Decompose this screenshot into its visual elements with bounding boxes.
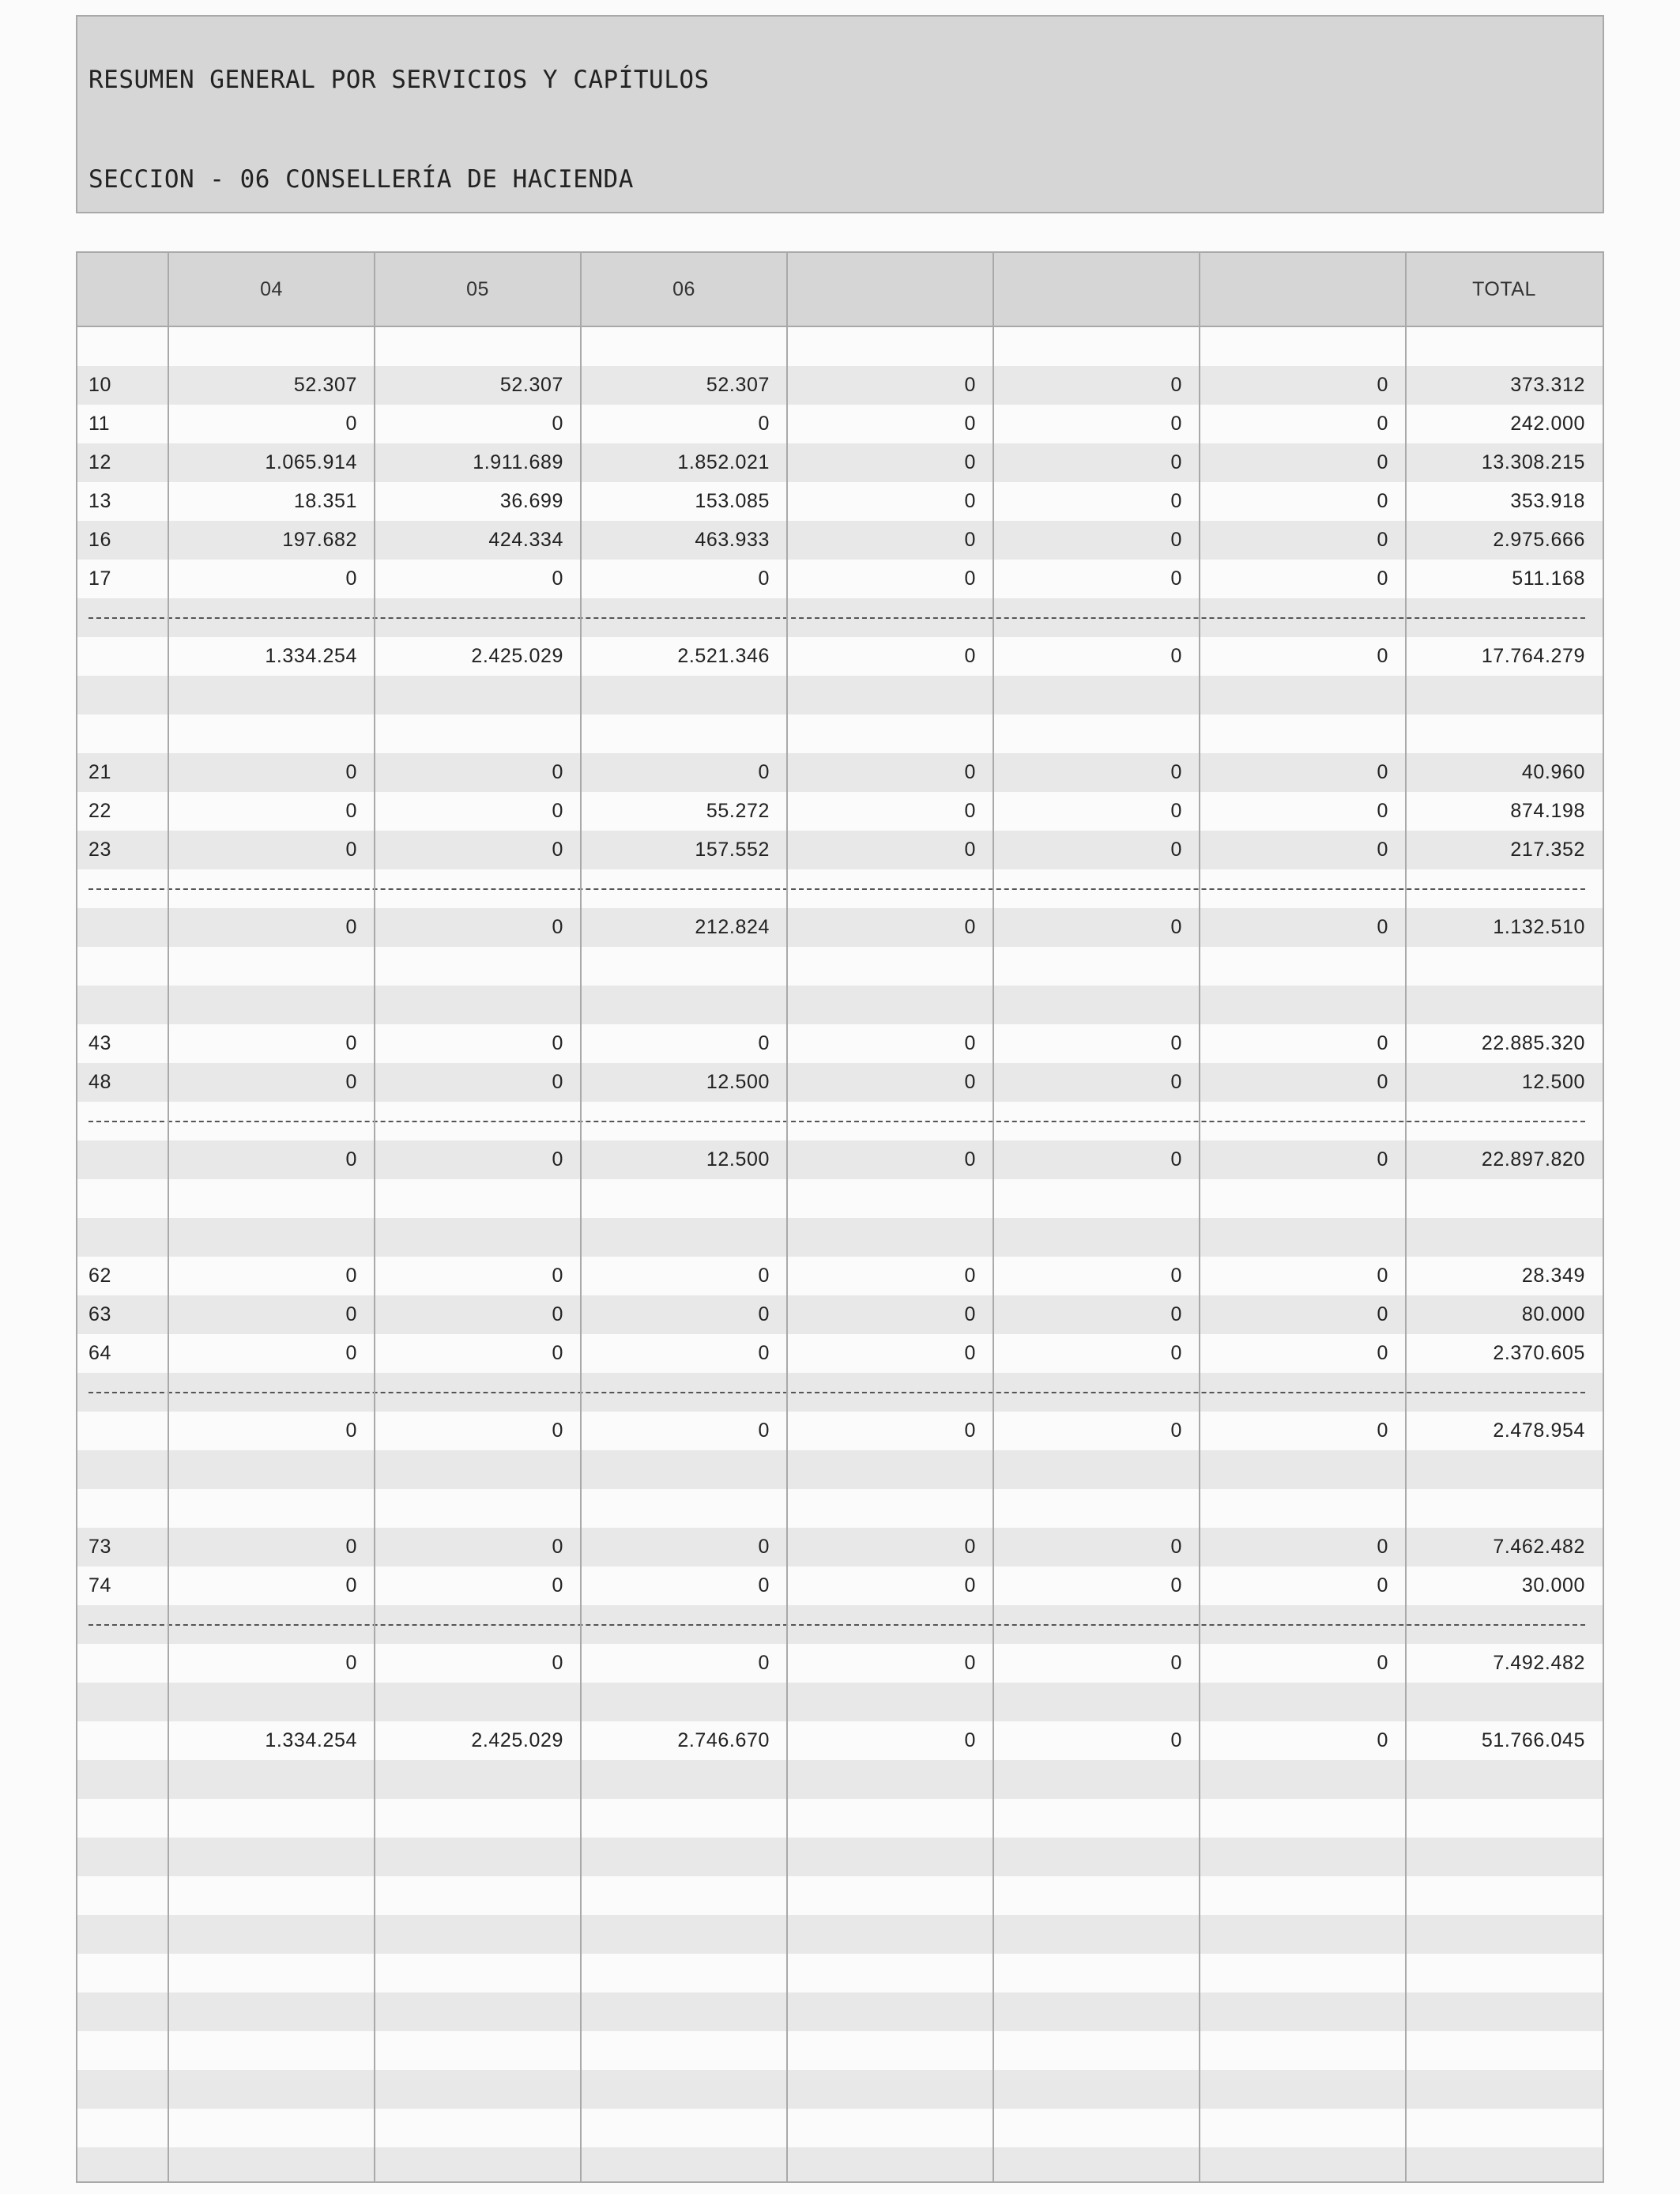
header-col-05: 05 <box>466 278 489 300</box>
cell-col-7: 0 <box>1377 1148 1388 1171</box>
cell-col-5: 0 <box>964 567 976 590</box>
cell-col-7: 0 <box>1377 761 1388 783</box>
blank-row <box>77 1915 1603 1954</box>
cell-col-5: 0 <box>964 761 976 783</box>
header-code <box>77 253 168 326</box>
cell-col-5: 0 <box>964 529 976 551</box>
separator-row <box>77 1373 1603 1412</box>
row-code: 48 <box>89 1071 112 1093</box>
cell-04: 0 <box>345 567 357 590</box>
subtotal-row <box>77 1412 1603 1450</box>
cell-05: 0 <box>552 916 563 938</box>
dashed-separator <box>89 1624 1585 1626</box>
cell-05: 52.307 <box>499 374 563 396</box>
subtotal-row <box>77 637 1603 676</box>
blank-row <box>77 2147 1603 2183</box>
row-code: 12 <box>89 451 112 473</box>
blank-row <box>77 1876 1603 1915</box>
cell-col-6: 0 <box>1170 1303 1182 1325</box>
cell-col-6: 0 <box>1170 916 1182 938</box>
cell-col-6: 0 <box>1170 413 1182 435</box>
cell-col-5: 0 <box>964 1574 976 1596</box>
cell-04: 0 <box>345 1148 357 1171</box>
cell-col-6: 0 <box>1170 800 1182 822</box>
cell-col-5: 0 <box>964 839 976 861</box>
blank-row <box>77 1760 1603 1799</box>
cell-col-7: 0 <box>1377 839 1388 861</box>
cell-col-5: 0 <box>964 1071 976 1093</box>
row-code: 11 <box>89 413 111 435</box>
report-header <box>76 15 1604 213</box>
cell-col-7: 0 <box>1377 916 1388 938</box>
blank-row <box>77 2109 1603 2147</box>
cell-total: 353.918 <box>1510 490 1585 512</box>
cell-col-5: 0 <box>964 916 976 938</box>
blank-row <box>77 947 1603 986</box>
cell-04: 0 <box>345 839 357 861</box>
cell-col-5: 0 <box>964 1148 976 1171</box>
cell-06: 1.852.021 <box>677 451 770 473</box>
cell-04: 0 <box>345 1303 357 1325</box>
cell-06: 463.933 <box>695 529 770 551</box>
blank-row <box>77 1954 1603 1992</box>
table-body <box>77 327 1603 2181</box>
subtotal-row <box>77 1644 1603 1683</box>
table-row <box>77 405 1603 443</box>
subtotal-row <box>77 1140 1603 1179</box>
cell-06: 0 <box>758 1032 770 1054</box>
cell-col-6: 0 <box>1170 374 1182 396</box>
blank-row <box>77 1838 1603 1876</box>
cell-04: 0 <box>345 1574 357 1596</box>
cell-col-6: 0 <box>1170 567 1182 590</box>
row-code: 10 <box>89 374 112 396</box>
cell-col-5: 0 <box>964 1342 976 1364</box>
cell-col-6: 0 <box>1170 839 1182 861</box>
row-code: 21 <box>89 761 112 783</box>
cell-06: 153.085 <box>695 490 770 512</box>
cell-06: 12.500 <box>706 1071 770 1093</box>
table-row <box>77 521 1603 560</box>
cell-col-7: 0 <box>1377 490 1388 512</box>
cell-05: 0 <box>552 1652 563 1674</box>
dashed-separator <box>89 1121 1585 1122</box>
cell-04: 0 <box>345 916 357 938</box>
cell-total: 51.766.045 <box>1481 1729 1585 1751</box>
cell-06: 157.552 <box>695 839 770 861</box>
header-col-empty-1 <box>787 253 993 326</box>
table-row <box>77 1295 1603 1334</box>
table-row <box>77 443 1603 482</box>
row-code: 74 <box>89 1574 112 1596</box>
column-divider <box>1199 253 1200 2181</box>
cell-05: 424.334 <box>488 529 563 551</box>
cell-05: 1.911.689 <box>473 451 563 473</box>
cell-total: 80.000 <box>1521 1303 1585 1325</box>
cell-04: 1.334.254 <box>265 645 357 667</box>
table-row <box>77 366 1603 405</box>
cell-total: 242.000 <box>1510 413 1585 435</box>
report-title: RESUMEN GENERAL POR SERVICIOS Y CAPÍTULOS <box>89 66 710 94</box>
row-code: 16 <box>89 529 112 551</box>
cell-total: 2.478.954 <box>1493 1419 1585 1442</box>
cell-col-6: 0 <box>1170 490 1182 512</box>
cell-col-7: 0 <box>1377 1265 1388 1287</box>
cell-05: 2.425.029 <box>471 1729 563 1751</box>
cell-total: 22.885.320 <box>1481 1032 1585 1054</box>
cell-05: 0 <box>552 1342 563 1364</box>
column-divider <box>374 253 375 2181</box>
row-code: 73 <box>89 1536 112 1558</box>
blank-row <box>77 327 1603 366</box>
cell-total: 2.370.605 <box>1493 1342 1585 1364</box>
dashed-separator <box>89 888 1585 890</box>
cell-05: 0 <box>552 1148 563 1171</box>
cell-06: 0 <box>758 413 770 435</box>
cell-04: 0 <box>345 761 357 783</box>
header-total: TOTAL <box>1472 278 1536 300</box>
cell-col-5: 0 <box>964 645 976 667</box>
cell-total: 12.500 <box>1521 1071 1585 1093</box>
row-code: 62 <box>89 1265 112 1287</box>
cell-col-7: 0 <box>1377 1729 1388 1751</box>
cell-col-7: 0 <box>1377 1071 1388 1093</box>
cell-col-6: 0 <box>1170 1148 1182 1171</box>
blank-row <box>77 2070 1603 2109</box>
cell-05: 0 <box>552 1265 563 1287</box>
cell-total: 2.975.666 <box>1493 529 1585 551</box>
cell-06: 12.500 <box>706 1148 770 1171</box>
cell-05: 0 <box>552 1303 563 1325</box>
cell-06: 2.746.670 <box>677 1729 770 1751</box>
cell-col-5: 0 <box>964 1536 976 1558</box>
cell-04: 0 <box>345 1419 357 1442</box>
cell-04: 1.334.254 <box>265 1729 357 1751</box>
cell-04: 0 <box>345 1265 357 1287</box>
cell-col-7: 0 <box>1377 529 1388 551</box>
column-divider <box>1405 253 1407 2181</box>
cell-06: 2.521.346 <box>677 645 770 667</box>
cell-06: 0 <box>758 1303 770 1325</box>
cell-05: 0 <box>552 413 563 435</box>
column-divider <box>786 253 788 2181</box>
cell-col-5: 0 <box>964 490 976 512</box>
cell-04: 0 <box>345 413 357 435</box>
cell-col-6: 0 <box>1170 761 1182 783</box>
cell-col-5: 0 <box>964 1265 976 1287</box>
blank-row <box>77 1799 1603 1838</box>
cell-05: 0 <box>552 1574 563 1596</box>
cell-col-7: 0 <box>1377 645 1388 667</box>
cell-04: 0 <box>345 1032 357 1054</box>
cell-col-5: 0 <box>964 800 976 822</box>
cell-col-7: 0 <box>1377 800 1388 822</box>
cell-06: 0 <box>758 1342 770 1364</box>
cell-05: 0 <box>552 1419 563 1442</box>
cell-col-5: 0 <box>964 1032 976 1054</box>
table-row <box>77 792 1603 831</box>
cell-06: 0 <box>758 1574 770 1596</box>
cell-total: 13.308.215 <box>1481 451 1585 473</box>
column-divider <box>580 253 582 2181</box>
cell-06: 0 <box>758 761 770 783</box>
table-row <box>77 1528 1603 1566</box>
separator-row <box>77 1102 1603 1140</box>
cell-total: 511.168 <box>1512 567 1585 590</box>
report-section: SECCION - 06 CONSELLERÍA DE HACIENDA <box>89 165 634 194</box>
cell-total: 7.492.482 <box>1493 1652 1585 1674</box>
table-row <box>77 753 1603 792</box>
cell-col-5: 0 <box>964 1729 976 1751</box>
cell-04: 197.682 <box>282 529 357 551</box>
blank-row <box>77 1450 1603 1489</box>
cell-total: 22.897.820 <box>1481 1148 1585 1171</box>
header-col-06: 06 <box>672 278 695 300</box>
cell-col-5: 0 <box>964 451 976 473</box>
cell-04: 18.351 <box>293 490 357 512</box>
cell-col-6: 0 <box>1170 1071 1182 1093</box>
separator-row <box>77 1605 1603 1644</box>
cell-col-6: 0 <box>1170 1574 1182 1596</box>
cell-total: 30.000 <box>1521 1574 1585 1596</box>
cell-05: 2.425.029 <box>471 645 563 667</box>
subtotal-row <box>77 908 1603 947</box>
blank-row <box>77 986 1603 1024</box>
cell-04: 0 <box>345 800 357 822</box>
cell-col-6: 0 <box>1170 1265 1182 1287</box>
cell-05: 0 <box>552 1071 563 1093</box>
cell-05: 36.699 <box>499 490 563 512</box>
cell-total: 28.349 <box>1521 1265 1585 1287</box>
cell-06: 0 <box>758 567 770 590</box>
cell-col-6: 0 <box>1170 1419 1182 1442</box>
cell-05: 0 <box>552 800 563 822</box>
table-row <box>77 1063 1603 1102</box>
cell-col-7: 0 <box>1377 1652 1388 1674</box>
cell-06: 52.307 <box>706 374 770 396</box>
cell-col-5: 0 <box>964 1419 976 1442</box>
table-row <box>77 831 1603 869</box>
cell-col-7: 0 <box>1377 413 1388 435</box>
blank-row <box>77 714 1603 753</box>
row-code: 64 <box>89 1342 112 1364</box>
row-code: 43 <box>89 1032 112 1054</box>
cell-col-7: 0 <box>1377 374 1388 396</box>
cell-05: 0 <box>552 761 563 783</box>
header-col-empty-2 <box>993 253 1200 326</box>
cell-04: 0 <box>345 1652 357 1674</box>
table-row <box>77 560 1603 598</box>
cell-col-6: 0 <box>1170 529 1182 551</box>
cell-col-5: 0 <box>964 413 976 435</box>
header-col-04: 04 <box>260 278 283 300</box>
cell-col-7: 0 <box>1377 1342 1388 1364</box>
separator-row <box>77 598 1603 637</box>
cell-col-7: 0 <box>1377 451 1388 473</box>
cell-col-6: 0 <box>1170 1729 1182 1751</box>
table-row <box>77 1334 1603 1373</box>
blank-row <box>77 1179 1603 1218</box>
blank-row <box>77 1218 1603 1257</box>
column-divider <box>168 253 169 2181</box>
cell-col-6: 0 <box>1170 645 1182 667</box>
row-code: 17 <box>89 567 112 590</box>
cell-col-6: 0 <box>1170 1342 1182 1364</box>
row-code: 13 <box>89 490 112 512</box>
dashed-separator <box>89 617 1585 619</box>
cell-col-6: 0 <box>1170 451 1182 473</box>
cell-col-7: 0 <box>1377 567 1388 590</box>
blank-row <box>77 1683 1603 1721</box>
table-row <box>77 1566 1603 1605</box>
subtotal-row <box>77 1721 1603 1760</box>
cell-04: 0 <box>345 1342 357 1364</box>
cell-col-7: 0 <box>1377 1536 1388 1558</box>
cell-04: 0 <box>345 1536 357 1558</box>
cell-04: 1.065.914 <box>265 451 357 473</box>
table-row <box>77 1257 1603 1295</box>
cell-total: 40.960 <box>1521 761 1585 783</box>
cell-06: 212.824 <box>695 916 770 938</box>
cell-col-7: 0 <box>1377 1303 1388 1325</box>
blank-row <box>77 1489 1603 1528</box>
row-code: 22 <box>89 800 112 822</box>
table-header <box>77 253 1603 327</box>
cell-05: 0 <box>552 1536 563 1558</box>
budget-table <box>76 251 1604 2183</box>
blank-row <box>77 2031 1603 2070</box>
cell-col-6: 0 <box>1170 1536 1182 1558</box>
cell-05: 0 <box>552 839 563 861</box>
cell-col-6: 0 <box>1170 1032 1182 1054</box>
cell-total: 217.352 <box>1510 839 1585 861</box>
cell-total: 7.462.482 <box>1493 1536 1585 1558</box>
cell-06: 0 <box>758 1419 770 1442</box>
cell-06: 55.272 <box>706 800 770 822</box>
header-col-empty-3 <box>1200 253 1406 326</box>
cell-col-6: 0 <box>1170 1652 1182 1674</box>
cell-col-7: 0 <box>1377 1032 1388 1054</box>
cell-05: 0 <box>552 567 563 590</box>
cell-col-7: 0 <box>1377 1419 1388 1442</box>
blank-row <box>77 1992 1603 2031</box>
row-code: 23 <box>89 839 112 861</box>
cell-total: 1.132.510 <box>1493 916 1585 938</box>
cell-col-5: 0 <box>964 1303 976 1325</box>
cell-06: 0 <box>758 1536 770 1558</box>
cell-col-5: 0 <box>964 1652 976 1674</box>
cell-06: 0 <box>758 1265 770 1287</box>
dashed-separator <box>89 1392 1585 1393</box>
blank-row <box>77 676 1603 714</box>
cell-total: 373.312 <box>1510 374 1585 396</box>
cell-total: 874.198 <box>1510 800 1585 822</box>
cell-04: 0 <box>345 1071 357 1093</box>
cell-04: 52.307 <box>293 374 357 396</box>
table-row <box>77 1024 1603 1063</box>
cell-col-5: 0 <box>964 374 976 396</box>
row-code: 63 <box>89 1303 112 1325</box>
cell-col-7: 0 <box>1377 1574 1388 1596</box>
column-divider <box>993 253 994 2181</box>
cell-06: 0 <box>758 1652 770 1674</box>
cell-05: 0 <box>552 1032 563 1054</box>
cell-total: 17.764.279 <box>1481 645 1585 667</box>
table-row <box>77 482 1603 521</box>
separator-row <box>77 869 1603 908</box>
